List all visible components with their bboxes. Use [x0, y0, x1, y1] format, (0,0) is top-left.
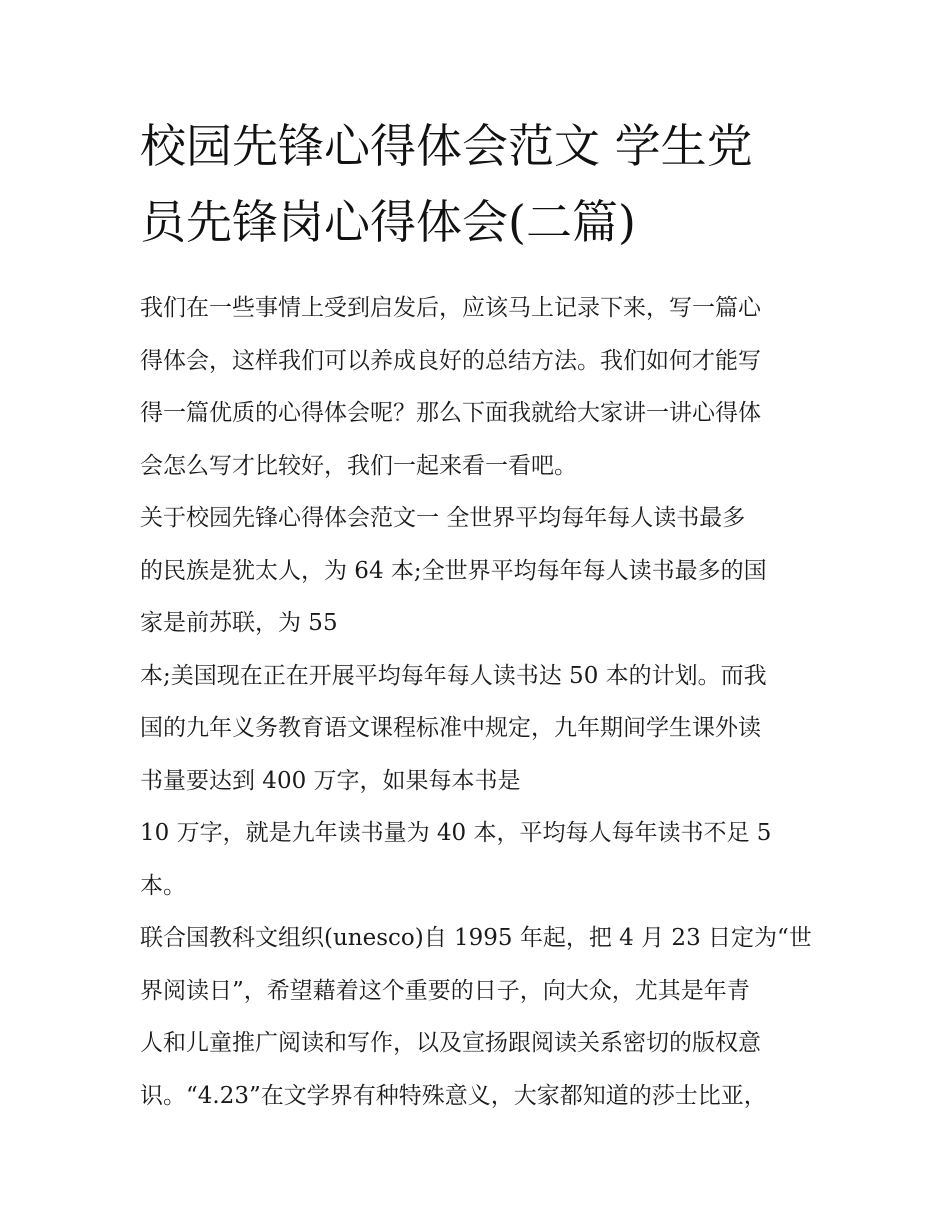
body-line: 本;美国现在正在开展平均每年每人读书达 50 本的计划。而我 — [140, 662, 767, 689]
body-line: 国的九年义务教育语文课程标准中规定，九年期间学生课外读 — [140, 715, 761, 741]
body-line: 本。 — [140, 872, 186, 899]
body-line: 书量要达到 400 万字，如果每本书是 — [140, 767, 521, 794]
body-line: 10 万字，就是九年读书量为 40 本，平均每人每年读书不足 5 — [140, 820, 772, 846]
body-line: 人和儿童推广阅读和写作，以及宣扬跟阅读关系密切的版权意 — [140, 1030, 761, 1056]
body-line: 家是前苏联，为 55 — [140, 610, 338, 636]
body-line: 的民族是犹太人，为 64 本;全世界平均每年每人读书最多的国 — [140, 557, 767, 584]
body-line: 得一篇优质的心得体会呢？那么下面我就给大家讲一讲心得体 — [140, 400, 761, 426]
body-line: 会怎么写才比较好，我们一起来看一看吧。 — [140, 452, 577, 479]
document-title — [140, 108, 816, 260]
title-line: 校园先锋心得体会范文 学生党 — [140, 119, 753, 173]
title-line: 员先锋岗心得体会(二篇) — [140, 195, 636, 249]
body-line: 识。“4.23”在文学界有种特殊意义，大家都知道的莎士比亚， — [140, 1082, 767, 1109]
body-line: 联合国教科文组织(unesco)自 1995 年起，把 4 月 23 日定为“世 — [140, 925, 812, 951]
document-body — [140, 282, 816, 1122]
body-line: 关于校园先锋心得体会范文一 全世界平均每年每人读书最多 — [140, 505, 746, 531]
body-line: 界阅读日”，希望藉着这个重要的日子，向大众，尤其是年青 — [140, 977, 750, 1004]
body-line: 得体会，这样我们可以养成良好的总结方法。我们如何才能写 — [140, 347, 761, 374]
body-line: 我们在一些事情上受到启发后，应该马上记录下来，写一篇心 — [140, 295, 761, 321]
document-content — [140, 108, 816, 1122]
